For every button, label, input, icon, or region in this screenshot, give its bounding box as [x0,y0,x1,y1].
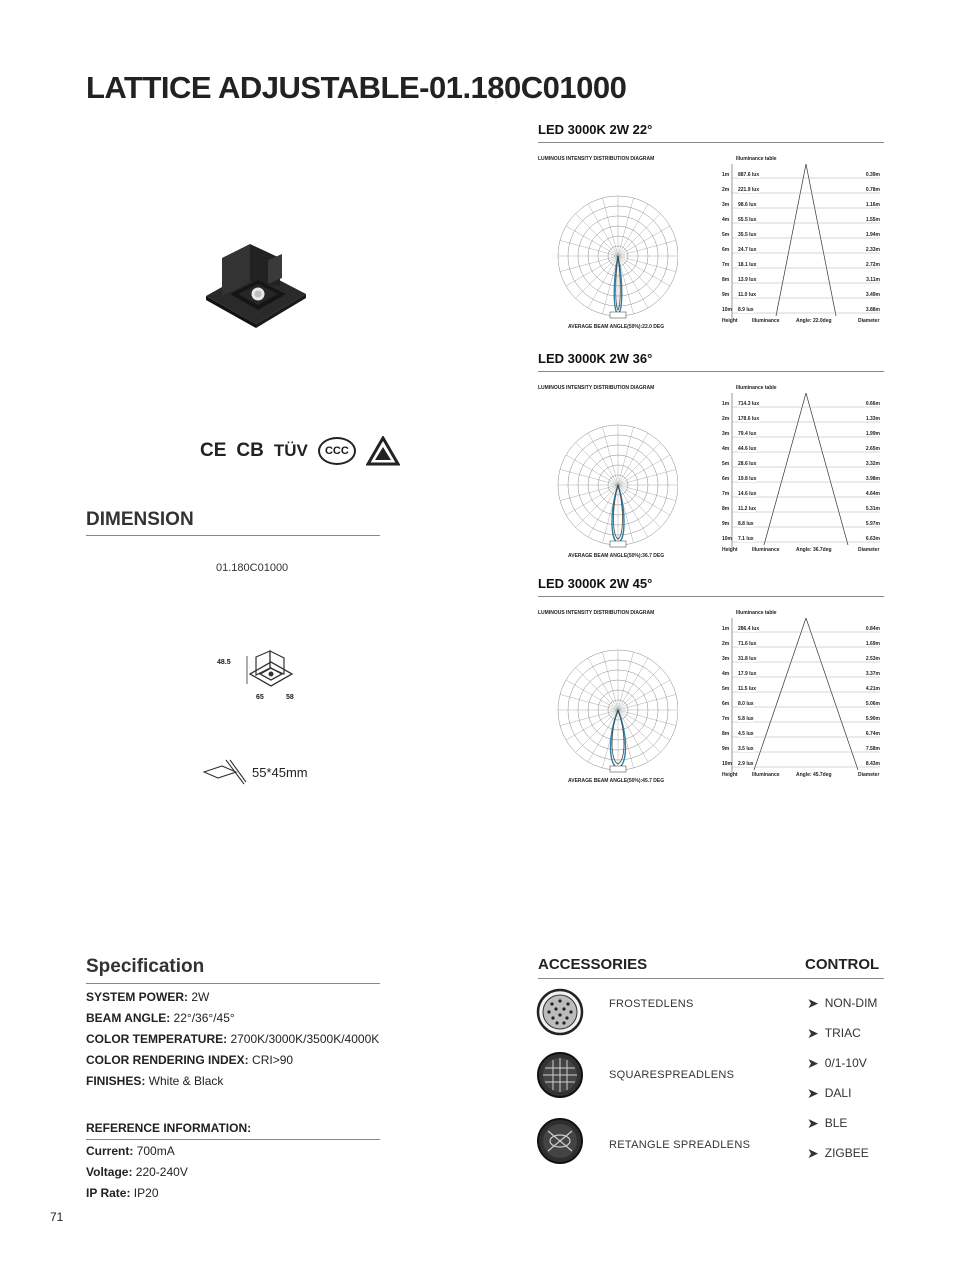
table-row-height: 8m [722,731,730,737]
table-row-illuminance: 19.8 lux [738,476,757,482]
photometry-divider [538,596,884,597]
table-row-illuminance: 714.3 lux [738,401,760,407]
table-row-illuminance: 178.6 lux [738,416,760,422]
reference-heading: REFERENCE INFORMATION: [86,1121,252,1135]
table-row-height: 4m [722,446,730,452]
table-row-height: 8m [722,506,730,512]
table-row-height: 9m [722,292,730,298]
table-row-diameter: 1.99m [865,431,880,437]
chevron-right-icon: ➤ [807,1114,819,1131]
beam-angle-footer: AVERAGE BEAM ANGLE(50%):22.0 DEG [568,324,665,330]
dimension-heading: DIMENSION [86,509,194,530]
table-row-diameter: 3.37m [865,671,880,677]
photometry-divider [538,371,884,372]
table-row-height: 8m [722,277,730,283]
control-heading: CONTROL [805,956,880,973]
table-row-diameter: 3.49m [865,292,880,298]
specification-divider [86,983,380,984]
table-row-diameter: 1.16m [865,202,880,208]
table-row-diameter: 5.97m [865,521,880,527]
table-row-diameter: 2.65m [865,446,880,452]
table-footer-label: Illuminance [752,772,780,778]
table-row-diameter: 0.84m [865,626,880,632]
table-row-height: 2m [722,416,730,422]
table-row-illuminance: 11.2 lux [738,506,757,512]
table-row-illuminance: 13.9 lux [738,277,757,283]
control-zigbee: ➤ ZIGBEE [807,1144,869,1161]
table-row-illuminance: 79.4 lux [738,431,757,437]
reference-list [86,1141,188,1204]
photometry-block [538,122,884,337]
dimension-depth: 58 [286,694,294,701]
table-footer-label: Illuminance [752,547,780,553]
table-row-diameter: 0.78m [865,187,880,193]
photometry-title: LED 3000K 2W 22° [538,122,653,137]
beam-angle-footer: AVERAGE BEAM ANGLE(50%):45.7 DEG [568,778,665,784]
table-row-diameter: 3.88m [865,307,880,313]
table-row-diameter: 0.39m [865,172,880,178]
accessory-frosted-lens: FROSTEDLENS [609,998,694,1010]
table-row-diameter: 4.64m [865,491,880,497]
table-row-diameter: 3.11m [866,277,880,283]
table-row-diameter: 1.69m [865,641,880,647]
table-row-illuminance: 31.8 lux [738,656,757,662]
table-row-diameter: 2.72m [865,262,880,268]
table-row-height: 6m [722,476,730,482]
table-row-height: 5m [722,461,730,467]
table-row-illuminance: 11.5 lux [738,686,757,692]
spec-finishes: FINISHES: White & Black [86,1074,224,1088]
table-row-illuminance: 221.9 lux [738,187,760,193]
saa-triangle-icon [366,436,400,466]
table-row-illuminance: 5.8 lux [738,716,754,722]
table-footer-label: Angle: 36.7deg [796,547,832,553]
cutout-size: 55*45mm [252,764,308,780]
table-row-diameter: 1.94m [865,232,880,238]
photometry-title: LED 3000K 2W 45° [538,576,653,591]
illuminance-table [722,610,884,780]
chevron-right-icon: ➤ [807,1144,819,1161]
page-number: 71 [50,1210,64,1224]
table-row-diameter: 4.21m [865,686,880,692]
table-row-illuminance: 887.6 lux [738,172,760,178]
photometry-divider [538,142,884,143]
table-row-height: 7m [722,491,730,497]
frosted-lens-icon [536,988,584,1036]
illuminance-table-head: Illuminance table [736,156,777,162]
table-row-height: 4m [722,671,730,677]
table-row-illuminance: 7.1 lux [738,536,754,542]
table-row-illuminance: 44.6 lux [738,446,757,452]
table-row-height: 9m [722,521,730,527]
table-row-illuminance: 14.6 lux [738,491,757,497]
table-row-diameter: 5.06m [865,701,880,707]
certification-marks [200,436,400,466]
diagram-label: LUMINOUS INTENSITY DISTRIBUTION DIAGRAM [538,610,655,616]
reference-divider [86,1139,380,1140]
table-footer-label: Diameter [858,772,880,778]
table-footer-label: Angle: 45.7deg [796,772,832,778]
ref-voltage: Voltage: 220-240V [86,1165,188,1179]
specification-list [86,987,379,1092]
cutout-info [202,758,308,786]
cb-mark: CB [236,440,264,461]
table-row-diameter: 8.43m [865,761,880,767]
table-row-illuminance: 24.7 lux [738,247,757,253]
accessory-rectangle-spread-lens: RETANGLE SPREADLENS [609,1139,751,1151]
spec-beam-angle: BEAM ANGLE: 22°/36°/45° [86,1011,235,1025]
table-row-illuminance: 286.4 lux [738,626,760,632]
table-row-diameter: 6.63m [865,536,880,542]
table-row-height: 1m [722,626,730,632]
control-ble: ➤ BLE [807,1114,848,1131]
dimension-width: 65 [256,694,264,701]
chevron-right-icon: ➤ [807,1054,819,1071]
table-row-diameter: 5.90m [865,716,880,722]
table-row-height: 2m [722,641,730,647]
diagram-label: LUMINOUS INTENSITY DISTRIBUTION DIAGRAM [538,156,655,162]
ref-ip-rate: IP Rate: IP20 [86,1186,159,1200]
illuminance-table [722,385,884,555]
rectangle-spread-lens-icon [536,1117,584,1165]
chevron-right-icon: ➤ [807,994,819,1011]
table-footer-label: Diameter [858,547,880,553]
ref-current: Current: 700mA [86,1144,175,1158]
table-footer-label: Diameter [858,318,880,324]
table-row-height: 1m [722,172,730,178]
tuv-mark: TÜV [273,441,308,460]
photometry-block [538,576,884,791]
table-row-illuminance: 98.6 lux [738,202,757,208]
ce-mark: CE [200,440,227,461]
beam-angle-footer: AVERAGE BEAM ANGLE(50%):36.7 DEG [568,553,665,559]
photometry-title: LED 3000K 2W 36° [538,351,653,366]
illuminance-table [722,156,884,326]
polar-diagram [548,628,678,778]
table-row-height: 4m [722,217,730,223]
accessory-square-spread-lens: SQUARESPREADLENS [609,1069,735,1081]
table-row-illuminance: 35.5 lux [738,232,757,238]
table-footer-label: Height [722,547,738,553]
page-title: LATTICE ADJUSTABLE-01.180C01000 [86,70,627,105]
table-row-illuminance: 71.6 lux [738,641,757,647]
chevron-right-icon: ➤ [807,1024,819,1041]
specification-heading: Specification [86,956,205,977]
dimension-height: 48.5 [217,659,231,666]
table-row-illuminance: 4.5 lux [738,731,754,737]
spec-system-power: SYSTEM POWER: 2W [86,990,210,1004]
table-row-height: 1m [722,401,730,407]
diagram-label: LUMINOUS INTENSITY DISTRIBUTION DIAGRAM [538,385,655,391]
polar-diagram [548,403,678,553]
table-row-diameter: 7.58m [865,746,880,752]
table-row-height: 5m [722,686,730,692]
table-row-illuminance: 8.0 lux [738,701,754,707]
cutout-icon [202,758,248,786]
table-row-height: 10m [722,761,733,767]
control-non-dim: ➤ NON-DIM [807,994,878,1011]
table-row-height: 3m [722,202,730,208]
chevron-right-icon: ➤ [807,1084,819,1101]
table-row-diameter: 1.55m [865,217,880,223]
table-row-illuminance: 28.6 lux [738,461,757,467]
table-row-diameter: 3.98m [865,476,880,482]
dimension-drawing [210,646,310,706]
table-row-height: 3m [722,431,730,437]
table-row-illuminance: 8.9 lux [738,307,754,313]
accessories-divider [538,978,884,979]
table-row-height: 3m [722,656,730,662]
table-row-illuminance: 3.5 lux [738,746,754,752]
spec-color-temperature: COLOR TEMPERATURE: 2700K/3000K/3500K/4000K [86,1032,380,1046]
table-row-diameter: 5.31m [865,506,880,512]
table-footer-label: Height [722,318,738,324]
illuminance-table-head: Illuminance table [736,385,777,391]
table-row-illuminance: 8.8 lux [738,521,754,527]
ccc-mark: CCC [318,437,356,465]
illuminance-table-head: Illuminance table [736,610,777,616]
control-list [807,988,877,1168]
table-row-height: 7m [722,716,730,722]
table-row-illuminance: 11.0 lux [738,292,757,298]
control-0-1-10v: ➤ 0/1-10V [807,1054,867,1071]
table-footer-label: Illuminance [752,318,780,324]
table-row-diameter: 2.53m [865,656,880,662]
product-image [200,238,312,348]
table-footer-label: Angle: 22.0deg [796,318,832,324]
accessories-heading: ACCESSORIES [538,956,648,973]
dimension-divider [86,535,380,536]
table-row-height: 9m [722,746,730,752]
photometry-block [538,351,884,566]
table-row-diameter: 2.33m [865,247,880,253]
table-row-height: 10m [722,536,733,542]
table-footer-label: Height [722,772,738,778]
table-row-height: 2m [722,187,730,193]
table-row-height: 7m [722,262,730,268]
table-row-diameter: 1.33m [865,416,880,422]
table-row-height: 5m [722,232,730,238]
control-dali: ➤ DALI [807,1084,852,1101]
table-row-height: 6m [722,247,730,253]
spec-cri: COLOR RENDERING INDEX: CRI>90 [86,1053,294,1067]
table-row-height: 6m [722,701,730,707]
table-row-illuminance: 18.1 lux [738,262,757,268]
polar-diagram [548,174,678,324]
control-triac: ➤ TRIAC [807,1024,861,1041]
table-row-illuminance: 2.9 lux [738,761,754,767]
table-row-diameter: 3.32m [865,461,880,467]
table-row-illuminance: 17.9 lux [738,671,757,677]
dimension-model: 01.180C01000 [216,562,289,574]
table-row-diameter: 6.74m [865,731,880,737]
table-row-illuminance: 55.5 lux [738,217,757,223]
table-row-height: 10m [722,307,733,313]
dimension-sketch-icon [246,648,296,692]
table-row-diameter: 0.66m [865,401,880,407]
square-spread-lens-icon [536,1051,584,1099]
